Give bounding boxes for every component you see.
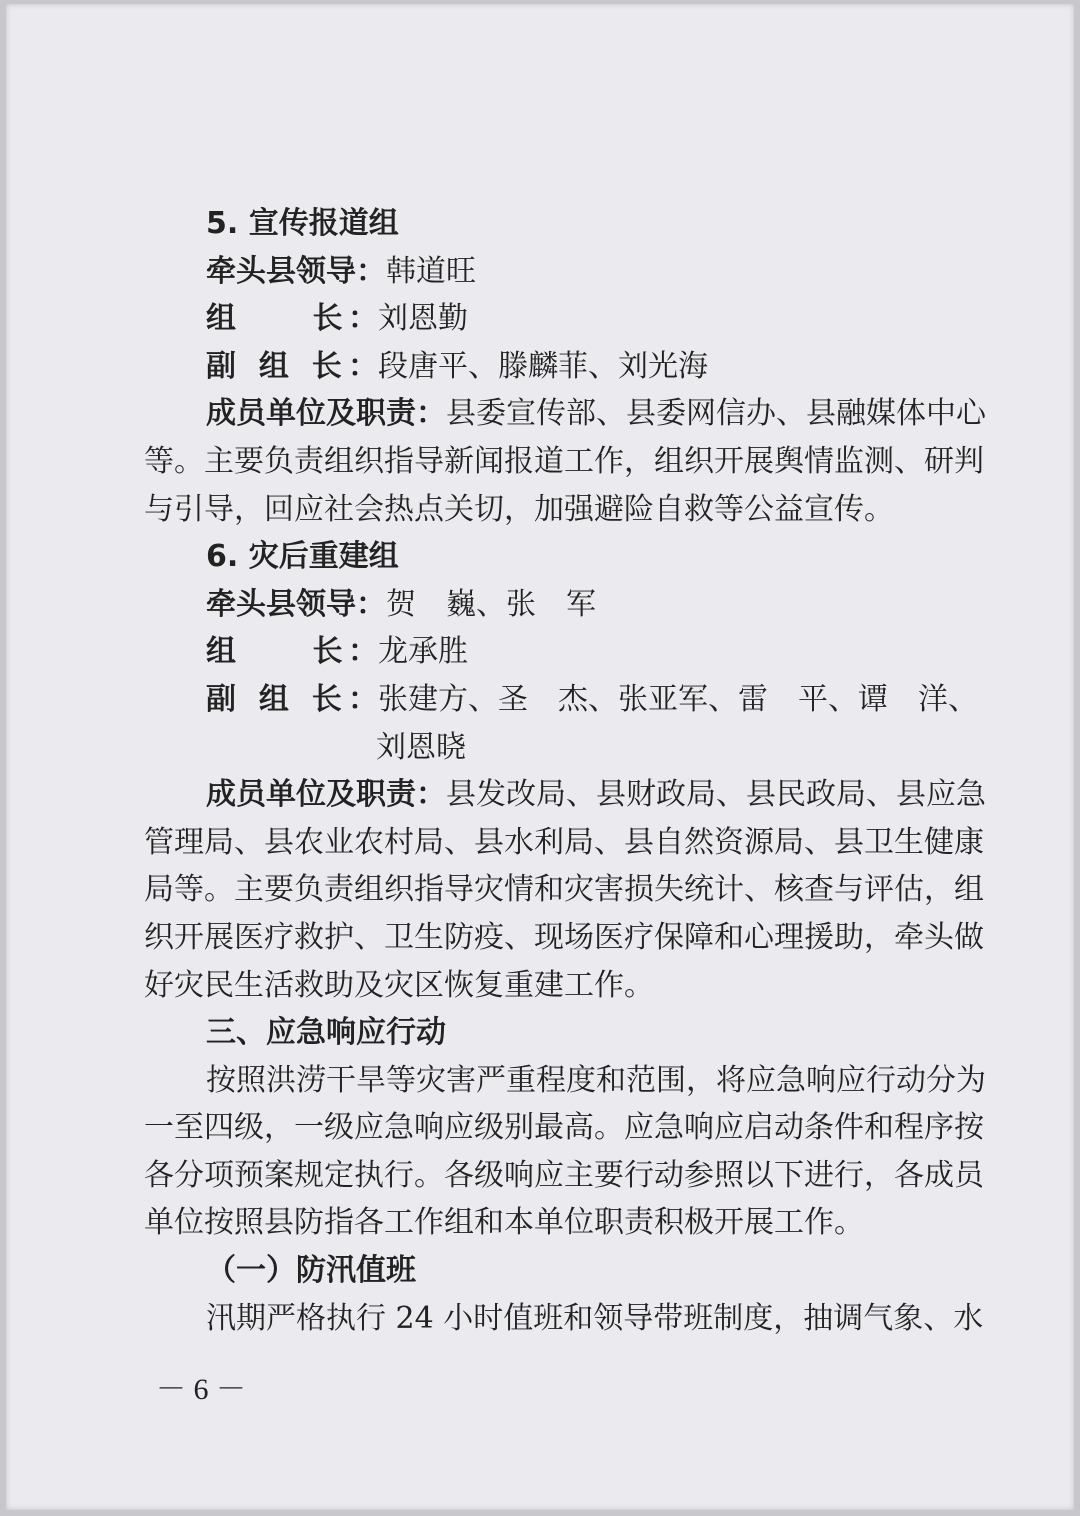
group6-leader-label: 牵头县领导： — [206, 586, 386, 622]
group5-members-label: 成员单位及职责： — [206, 396, 446, 432]
group5-head-label: 组 长： — [206, 301, 378, 337]
group6-members-line4: 织开展医疗救护、卫生防疫、现场医疗保障和心理援助，牵头做 — [144, 919, 984, 955]
group5-leader-row — [144, 248, 954, 296]
group6-members-line3: 局等。主要负责组织指导灾情和灾害损失统计、核查与评估，组 — [144, 872, 984, 908]
group5-heading: 5. 宣传报道组 — [206, 206, 399, 241]
section3-para-line1: 按照洪涝干旱等灾害严重程度和范围，将应急响应行动分为 — [206, 1062, 986, 1098]
section3-sub-line1: 汛期严格执行 24 小时值班和领导带班制度，抽调气象、水 — [206, 1300, 984, 1336]
group6-head: 龙承胜 — [378, 634, 468, 670]
group5-members-line2: 等。主要负责组织指导新闻报道工作，组织开展舆情监测、研判 — [144, 443, 984, 479]
group6-head-row — [144, 628, 954, 676]
group5-head: 刘恩勤 — [378, 301, 468, 337]
group5-leader: 韩道旺 — [386, 253, 476, 289]
section3-sub-heading: （一）防汛值班 — [206, 1253, 416, 1289]
group5-members-line3: 与引导，回应社会热点关切，加强避险自救等公益宣传。 — [144, 491, 894, 527]
group6-leader-row — [144, 581, 954, 629]
group5-leader-label: 牵头县领导： — [206, 253, 386, 289]
group6-leader: 贺 巍、张 军 — [386, 586, 596, 622]
group6-deputy: 张建方、圣 杰、张亚军、雷 平、谭 洋、 — [378, 681, 978, 717]
group5-members-row — [144, 390, 986, 438]
group6-deputy-line2: 刘恩晓 — [376, 729, 466, 765]
group6-head-label: 组 长： — [206, 634, 378, 670]
group6-members-row — [144, 771, 986, 819]
section3-heading: 三、应急响应行动 — [206, 1015, 446, 1051]
group5-members-text: 县委宣传部、县委网信办、县融媒体中心 — [446, 396, 986, 432]
section3-para-line4: 单位按照县防指各工作组和本单位职责积极开展工作。 — [144, 1205, 864, 1241]
group6-members-label: 成员单位及职责： — [206, 777, 446, 813]
document-body — [144, 200, 986, 1342]
group6-heading: 6. 灾后重建组 — [206, 539, 399, 575]
group6-members-text: 县发改局、县财政局、县民政局、县应急 — [446, 777, 986, 813]
document-page — [6, 4, 1074, 1510]
section3-para-line2: 一至四级，一级应急响应级别最高。应急响应启动条件和程序按 — [144, 1110, 984, 1146]
group5-deputy-row — [144, 343, 954, 391]
group6-deputy-label: 副 组 长： — [206, 681, 378, 717]
group6-members-line5: 好灾民生活救助及灾区恢复重建工作。 — [144, 967, 654, 1003]
page-number: － 6 － — [156, 1373, 246, 1406]
group5-deputy-label: 副 组 长： — [206, 348, 378, 384]
group5-deputy: 段唐平、滕麟菲、刘光海 — [378, 348, 708, 384]
group6-deputy-row — [144, 676, 978, 724]
group6-members-line2: 管理局、县农业农村局、县水利局、县自然资源局、县卫生健康 — [144, 824, 984, 860]
group5-head-row — [144, 295, 954, 343]
section3-para-line3: 各分项预案规定执行。各级响应主要行动参照以下进行，各成员 — [144, 1157, 984, 1193]
